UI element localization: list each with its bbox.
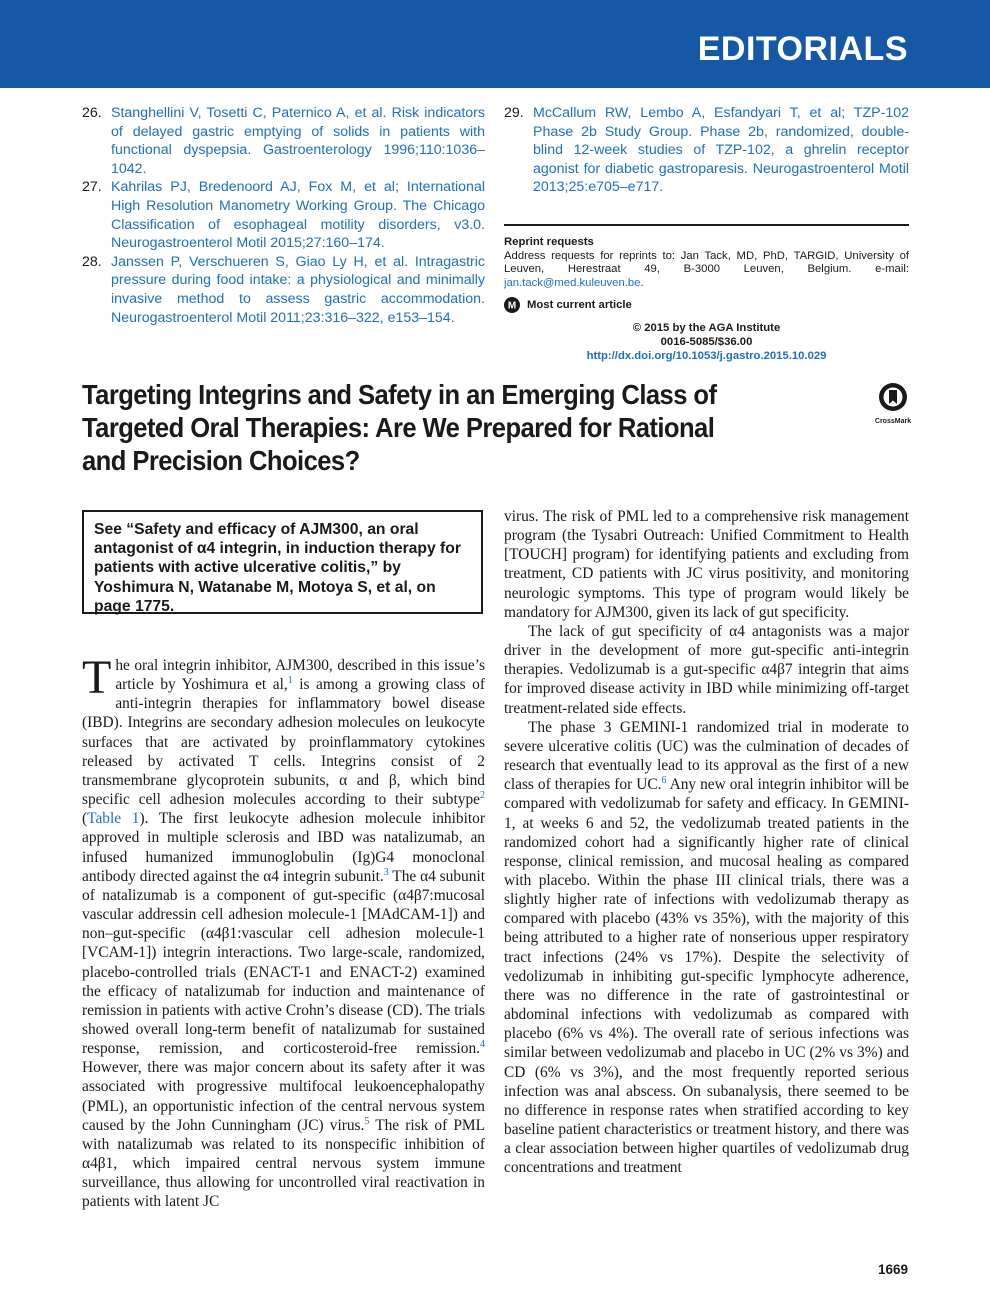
section-header-band [0, 0, 990, 88]
citation-link[interactable]: 1 [287, 675, 293, 687]
most-current-label: Most current article [527, 299, 632, 311]
body-paragraph [504, 718, 909, 1178]
body-text: he oral integrin inhibitor, AJM300, described in this issue’s article by Yoshimura et al, [115, 657, 485, 694]
body-text: The α4 subunit of natalizumab is a component of gut-specific (α4β7:mucosal vascular addressin cell adhesion molecule-1 [MAdCAM-1]) and non–gut-specific (α4β1:vascular cell adhesion molecule-1 [VCAM-1]) integrin interactions. Two large-scale, randomized, placebo-controlled trials (ENACT-1 and ENACT-2) examined the efficacy of natalizumab for induction and maintenance of remission in patients with active Crohn’s disease (CD). The trials showed overall long-term benefit of natalizumab for sustained response, remission, and corticosteroid-free remission. [82, 867, 485, 1058]
reprint-heading: Reprint requests [504, 236, 594, 248]
reference-list-right [504, 104, 909, 197]
reprint-divider [504, 224, 909, 226]
crossmark-icon [878, 382, 908, 412]
crossmark-label: CrossMark [874, 418, 912, 425]
body-column-right [504, 507, 909, 1177]
citation-link[interactable]: 2 [480, 789, 485, 801]
reference-link[interactable]: McCallum RW, Lembo A, Esfandyari T, et al; TZP-102 Phase 2b Study Group. Phase 2b, randomized, double-blind 12-week studies of TZP-102, a ghrelin receptor agonist for diabetic gastroparesis. Neurogastroenterol Motil 2013;25:e705–e717. [533, 105, 909, 196]
copyright-line: © 2015 by the AGA Institute [632, 322, 781, 334]
crossmark-button[interactable] [874, 382, 912, 425]
doi-link[interactable]: http://dx.doi.org/10.1053/j.gastro.2015.10.029 [586, 349, 827, 362]
drop-cap: T [82, 651, 112, 704]
reference-list-left [82, 104, 485, 327]
reference-item [82, 178, 485, 252]
article-title: Targeting Integrins and Safety in an Emerging Class of Targeted Oral Therapies: Are We Prepared for Rational and Precision Choices? [82, 379, 717, 476]
citation-link[interactable]: 6 [661, 775, 667, 787]
table-link[interactable]: Table 1 [87, 810, 140, 828]
body-paragraph: virus. The risk of PML led to a comprehensive risk management program (the Tysabri Outreach: Unified Commitment to Health [TOUCH] program) for identifying patients and excluding from treatment, CD patients with JC virus positivity, and monitoring neurologic symptoms. This type of program would likely be mandatory for AJM300, given its lack of gut specificity. [504, 508, 909, 621]
body-text: However, there was major concern about its safety after it was associated with progressive multifocal leukoencephalopathy (PML), an opportunistic infection of the central nervous system caused by the John Cunningham (JC) virus. [82, 1059, 485, 1134]
body-text: is among a growing class of anti-integrin therapies for inflammatory bowel disease (IBD). Integrins are secondary adhesion molecules on leukocyte surfaces that are activated by proinflammatory cytokines released by activated T cells. Integrins consist of 2 transmembrane glycoprotein subunits, α and β, which bind specific cell adhesion molecules according to their subtype [82, 676, 485, 809]
body-text: ( [82, 810, 88, 828]
reference-number: 28. [82, 253, 102, 270]
body-text: ). The first leukocyte adhesion molecule inhibitor approved in multiple sclerosis and IBD was natalizumab, an infused humanized immunoglobulin (Ig)G4 monoclonal antibody directed against the α4 integrin subunit. [82, 810, 485, 885]
body-paragraph: The lack of gut specificity of α4 antagonists was a major driver in the development of more gut-specific anti-integrin therapies. Vedolizumab is a gut-specific α4β7 integrin that aims for improved disease activity in IBD while minimizing off-target treatment-related side effects. [504, 622, 909, 717]
copyright-block [504, 322, 909, 363]
citation-link[interactable]: 4 [480, 1039, 485, 1050]
reprint-requests [504, 236, 909, 290]
see-related-article-box: See “Safety and efficacy of AJM300, an oral antagonist of α4 integrin, in induction therapy for patients with active ulcerative colitis,” by Yoshimura N, Watanabe M, Motoya S, et al, on page 1775. [82, 510, 483, 614]
reference-number: 27. [82, 179, 102, 196]
reference-link[interactable]: Stanghellini V, Tosetti C, Paternico A, et al. Risk indicators of delayed gastric emptying of solids in patients with functional dyspepsia. Gastroenterology 1996;110:1036–1042. [111, 105, 485, 177]
most-current-article [504, 297, 632, 313]
body-text: Any new oral integrin inhibitor will be compared with vedolizumab for safety and efficacy. In GEMINI-1, at weeks 6 and 52, the vedolizumab treated patients in the randomized cohort had a significantly higher rate of clinical response, clinical remission, and mucosal healing as compared with placebo. Within the phase III clinical trials, there was a slightly higher rate of infections with vedolizumab therapy as compared with placebo (43% vs 35%), with the majority of this being attributed to a higher rate of nonserious upper respiratory tract infections (24% vs 17%). Despite the selectivity of vedolizumab in inhibiting gut-specific lymphocyte adherence, there was no difference in the rate of gastrointestinal or abdominal infections with vedolizumab as compared with placebo (6% vs 4%). The overall rate of serious infections was similar between vedolizumab and placebo in UC (2% vs 3%) and CD (6% vs 3%), and the most frequently reported serious infection was anal abscess. On subanalysis, there seemed to be no difference in response rates when stratified according to key baseline patient characteristics or treatment history, and there was a clear association between higher quartiles of vedolizumab drug concentrations and treatment [504, 776, 909, 1177]
section-title: EDITORIALS [697, 30, 908, 68]
most-current-badge-icon [504, 297, 520, 313]
reference-number: 29. [504, 105, 524, 121]
body-text: The risk of PML with natalizumab was related to its nonspecific inhibition of α4β1, which impaired central nervous system immune surveillance, thus allowing for uncontrolled viral reactivation in patients with latent JC [82, 1116, 485, 1211]
reprint-email-link[interactable]: jan.tack@med.kuleuven.be [504, 276, 641, 289]
reprint-text: Address requests for reprints to: Jan Tack, MD, PhD, TARGID, University of Leuven, Herestraat 49, B-3000 Leuven, Belgium. e-mail: [504, 249, 909, 276]
reference-item [82, 104, 485, 178]
reprint-email-suffix: . [640, 276, 644, 289]
body-column-left [82, 651, 485, 1212]
citation-link[interactable]: 3 [383, 866, 389, 878]
body-paragraph [82, 651, 485, 1212]
reference-item [82, 253, 485, 327]
page-number: 1669 [877, 1262, 908, 1277]
reference-link[interactable]: Janssen P, Verschueren S, Giao Ly H, et al. Intragastric pressure during food intake: a physiological and minimally invasive method to assess gastric accommodation. Neurogastroenterol Motil 2011;23:316–322, e153–154. [111, 253, 485, 326]
body-text: The phase 3 GEMINI-1 randomized trial in moderate to severe ulcerative colitis (UC) was the culmination of decades of research that eventually lead to its approval as the first of a new class of therapies for UC. [504, 718, 909, 794]
reference-link[interactable]: Kahrilas PJ, Bredenoord AJ, Fox M, et al; International High Resolution Manometry Working Group. The Chicago Classification of esophageal motility disorders, v3.0. Neurogastroenterol Motil 2015;27:160–174. [111, 179, 485, 252]
most-current-badge-letter: M [507, 300, 517, 312]
reference-number: 26. [82, 105, 102, 121]
issn-price: 0016-5085/$36.00 [660, 335, 753, 348]
reference-item [504, 104, 909, 197]
citation-link[interactable]: 5 [364, 1115, 370, 1127]
